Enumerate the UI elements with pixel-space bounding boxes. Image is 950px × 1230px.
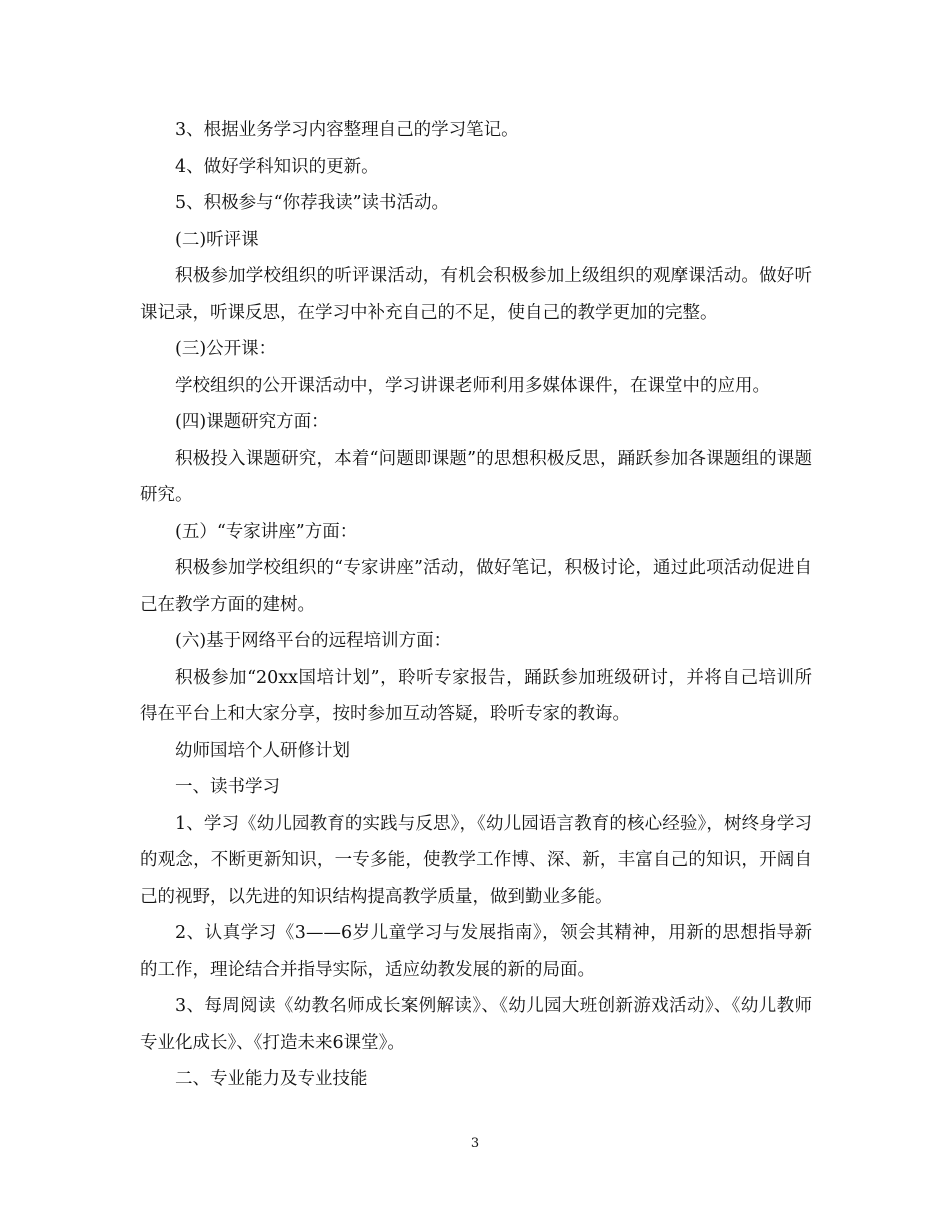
section-heading: (六)基于网络平台的远程培训方面： (175, 631, 452, 651)
paragraph: 5、积极参与“你荐我读”读书活动。 (175, 193, 450, 213)
paragraph: 1、学习《幼儿园教育的实践与反思》，《幼儿园语言教育的核心经验》，树终身学习的观念，不断更新知识，一专多能，使教学工作博、深、新，丰富自己的知识，开阔自己的视野，以先进的知识结构提高教学质量，做到勤业多能。 (140, 813, 812, 907)
section-heading: (三)公开课： (175, 339, 277, 359)
page-number: 3 (470, 1136, 480, 1151)
paragraph: 学校组织的公开课活动中，学习讲课老师利用多媒体课件，在课堂中的应用。 (175, 375, 770, 396)
document-body (140, 112, 812, 1098)
paragraph: 3、每周阅读《幼教名师成长案例解读》、《幼儿园大班创新游戏活动》、《幼儿教师专业化成长》、《打造未来6课堂》。 (140, 996, 812, 1053)
section-heading: 一、读书学习 (175, 777, 280, 797)
section-heading: 二、专业能力及专业技能 (175, 1069, 368, 1089)
paragraph: 4、做好学科知识的更新。 (175, 156, 379, 177)
paragraph: 3、根据业务学习内容整理自己的学习笔记。 (175, 120, 519, 140)
paragraph: 积极参加“20xx国培计划”，聆听专家报告，踊跃参加班级研讨，并将自己培训所得在平台上和大家分享，按时参加互动答疑，聆听专家的教诲。 (140, 667, 812, 724)
section-heading: (四)课题研究方面： (175, 412, 329, 432)
paragraph: 积极投入课题研究，本着“问题即课题”的思想积极反思，踊跃参加各课题组的课题研究。 (140, 448, 812, 505)
document-title: 幼师国培个人研修计划 (175, 740, 350, 761)
paragraph: 2、认真学习《3——6岁儿童学习与发展指南》，领会其精神，用新的思想指导新的工作，理论结合并指导实际，适应幼教发展的新的局面。 (140, 923, 812, 980)
section-heading: (二)听评课 (175, 229, 259, 250)
section-heading: (五）“专家讲座”方面： (175, 521, 358, 542)
paragraph: 积极参加学校组织的“专家讲座”活动，做好笔记，积极讨论，通过此项活动促进自己在教学方面的建树。 (140, 558, 812, 615)
paragraph: 积极参加学校组织的听评课活动，有机会积极参加上级组织的观摩课活动。做好听课记录，听课反思，在学习中补充自己的不足，使自己的教学更加的完整。 (140, 266, 812, 323)
